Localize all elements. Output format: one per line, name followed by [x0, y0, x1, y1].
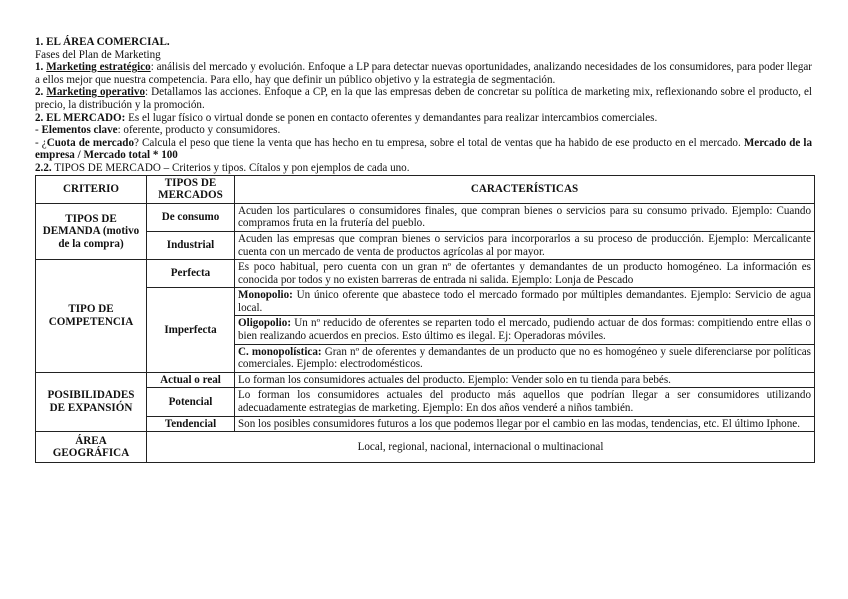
- cell-text: Un nº reducido de oferentes se reparten todo el mercado, pudiendo actuar de dos formas: compitiendo entre ellas o bien realizando acuerdos en precios. Esto último es ilegal. Ej: Operadoras móviles.: [238, 317, 811, 343]
- header-criterio: CRITERIO: [36, 175, 147, 203]
- formula: Mercado de la empresa / Mercado total * 100: [35, 136, 812, 162]
- table-row: [36, 288, 815, 316]
- desc-perfecta: Es poco habitual, pero cuenta con un gran nº de ofertantes y demandantes de un producto homogéneo. La información es conocida por todos y no existen barreras de entrada ni salida. Ejemplo: Lonja de Pescado: [235, 260, 815, 288]
- paragraph-mercado: [35, 112, 812, 125]
- table-row: [36, 203, 815, 231]
- criterio-competencia: TIPO DE COMPETENCIA: [36, 260, 147, 373]
- desc-potencial: Lo forman los consumidores actuales del producto más aquellos que podrían llegar a ser consumidores utilizando adecuadamente estrategias de marketing. Ejemplo: En dos años venderé a niños también.: [235, 388, 815, 416]
- paragraph-text: : oferente, producto y consumidores.: [117, 124, 281, 137]
- tipo-consumo: De consumo: [147, 203, 235, 231]
- item-number: 2.: [35, 86, 44, 99]
- term: Elementos clave: [41, 124, 118, 137]
- table-row: [36, 432, 815, 463]
- table-row: [36, 372, 815, 388]
- desc-industrial: Acuden las empresas que compran bienes o servicios para incorporarlos a su proceso de producción. Ejemplo: Mercalicante cuenta con un mercado de venta de productos agrícolas al por mayor.: [235, 231, 815, 259]
- paragraph-marketing-operativo: [35, 86, 812, 111]
- tipo-potencial: Potencial: [147, 388, 235, 416]
- bullet-prefix: -: [35, 124, 42, 137]
- term: 2.2.: [35, 161, 52, 174]
- header-tipos: TIPOS DE MERCADOS: [147, 175, 235, 203]
- tipo-actual: Actual o real: [147, 372, 235, 388]
- criterio-demanda: TIPOS DE DEMANDA (motivo de la compra): [36, 203, 147, 259]
- desc-geografica: Local, regional, nacional, internacional o multinacional: [147, 432, 815, 463]
- paragraph-cuota-mercado: [35, 137, 812, 162]
- term: Marketing estratégico: [46, 61, 151, 74]
- subheading: Fases del Plan de Marketing: [35, 48, 161, 61]
- desc-consumo: Acuden los particulares o consumidores finales, que compran bienes o servicios para su consumo privado. Ejemplo: Cuando compramos fruta en la frutería del pueblo.: [235, 203, 815, 231]
- cell-text: Gran nº de oferentes y demandantes de un producto que no es homogéneo y suele diferenciarse por políticas comerciales. Ejemplo: electrodomésticos.: [238, 345, 811, 371]
- paragraph-elementos-clave: [35, 124, 812, 137]
- table-header-row: [36, 175, 815, 203]
- paragraph-marketing-estrategico: [35, 61, 812, 86]
- paragraph-text: : Detallamos las acciones. Enfoque a CP, en la que las empresas deben de concretar su política de marketing mix, reflexionando sobre el producto, el precio, la distribución y la promoción.: [35, 86, 812, 111]
- term: C. monopolística:: [238, 345, 322, 358]
- paragraph-text: TIPOS DE MERCADO – Criterios y tipos. Cítalos y pon ejemplos de cada uno.: [51, 161, 410, 174]
- paragraph-text: : análisis del mercado y evolución. Enfoque a LP para detectar nuevas oportunidades, analizando necesidades de los consumidores, para poder llegar a ellos mejor que nuestra competencia. Para ello, hay que definir un público objetivo y la estrategia de segmentación.: [35, 61, 812, 86]
- term: Monopolio:: [238, 289, 293, 302]
- term: Marketing operativo: [46, 86, 145, 99]
- paragraph-text: Es el lugar físico o virtual donde se ponen en contacto oferentes y demandantes para realizar intercambios comerciales.: [125, 111, 658, 124]
- document-page: [35, 36, 812, 463]
- desc-oligopolio: [235, 316, 815, 344]
- tipo-tendencial: Tendencial: [147, 416, 235, 432]
- table-row: [36, 231, 815, 259]
- paragraph-text: ? Calcula el peso que tiene la venta que has hecho en tu empresa, sobre el total de ventas que ha habido de ese producto en el mercado.: [134, 136, 744, 149]
- table-row: [36, 416, 815, 432]
- desc-monopolistica: [235, 344, 815, 372]
- desc-actual: Lo forman los consumidores actuales del producto. Ejemplo: Vender solo en tu tienda para bebés.: [235, 372, 815, 388]
- tipo-imperfecta: Imperfecta: [147, 288, 235, 373]
- item-number: 1.: [35, 61, 44, 74]
- table-row: [36, 388, 815, 416]
- section-heading: 1. EL ÁREA COMERCIAL.: [35, 36, 170, 48]
- term: 2. EL MERCADO:: [35, 111, 126, 124]
- desc-monopolio: [235, 288, 815, 316]
- term: Cuota de mercado: [46, 136, 134, 149]
- market-types-table: [35, 175, 815, 464]
- criterio-geografica: ÁREA GEOGRÁFICA: [36, 432, 147, 463]
- desc-tendencial: Son los posibles consumidores futuros a los que podemos llegar por el cambio en las modas, tendencias, etc. El último Iphone.: [235, 416, 815, 432]
- criterio-expansion: POSIBILIDADES DE EXPANSIÓN: [36, 372, 147, 431]
- table-row: [36, 260, 815, 288]
- term: Oligopolio:: [238, 317, 292, 330]
- paragraph-tipos-mercado: [35, 162, 812, 175]
- cell-text: Un único oferente que abastece todo el mercado formado por múltiples demandantes. Ejemplo: Servicio de agua local.: [238, 289, 811, 314]
- bullet-prefix: - ¿: [35, 136, 47, 149]
- tipo-industrial: Industrial: [147, 231, 235, 259]
- tipo-perfecta: Perfecta: [147, 260, 235, 288]
- header-caracteristicas: CARACTERÍSTICAS: [235, 175, 815, 203]
